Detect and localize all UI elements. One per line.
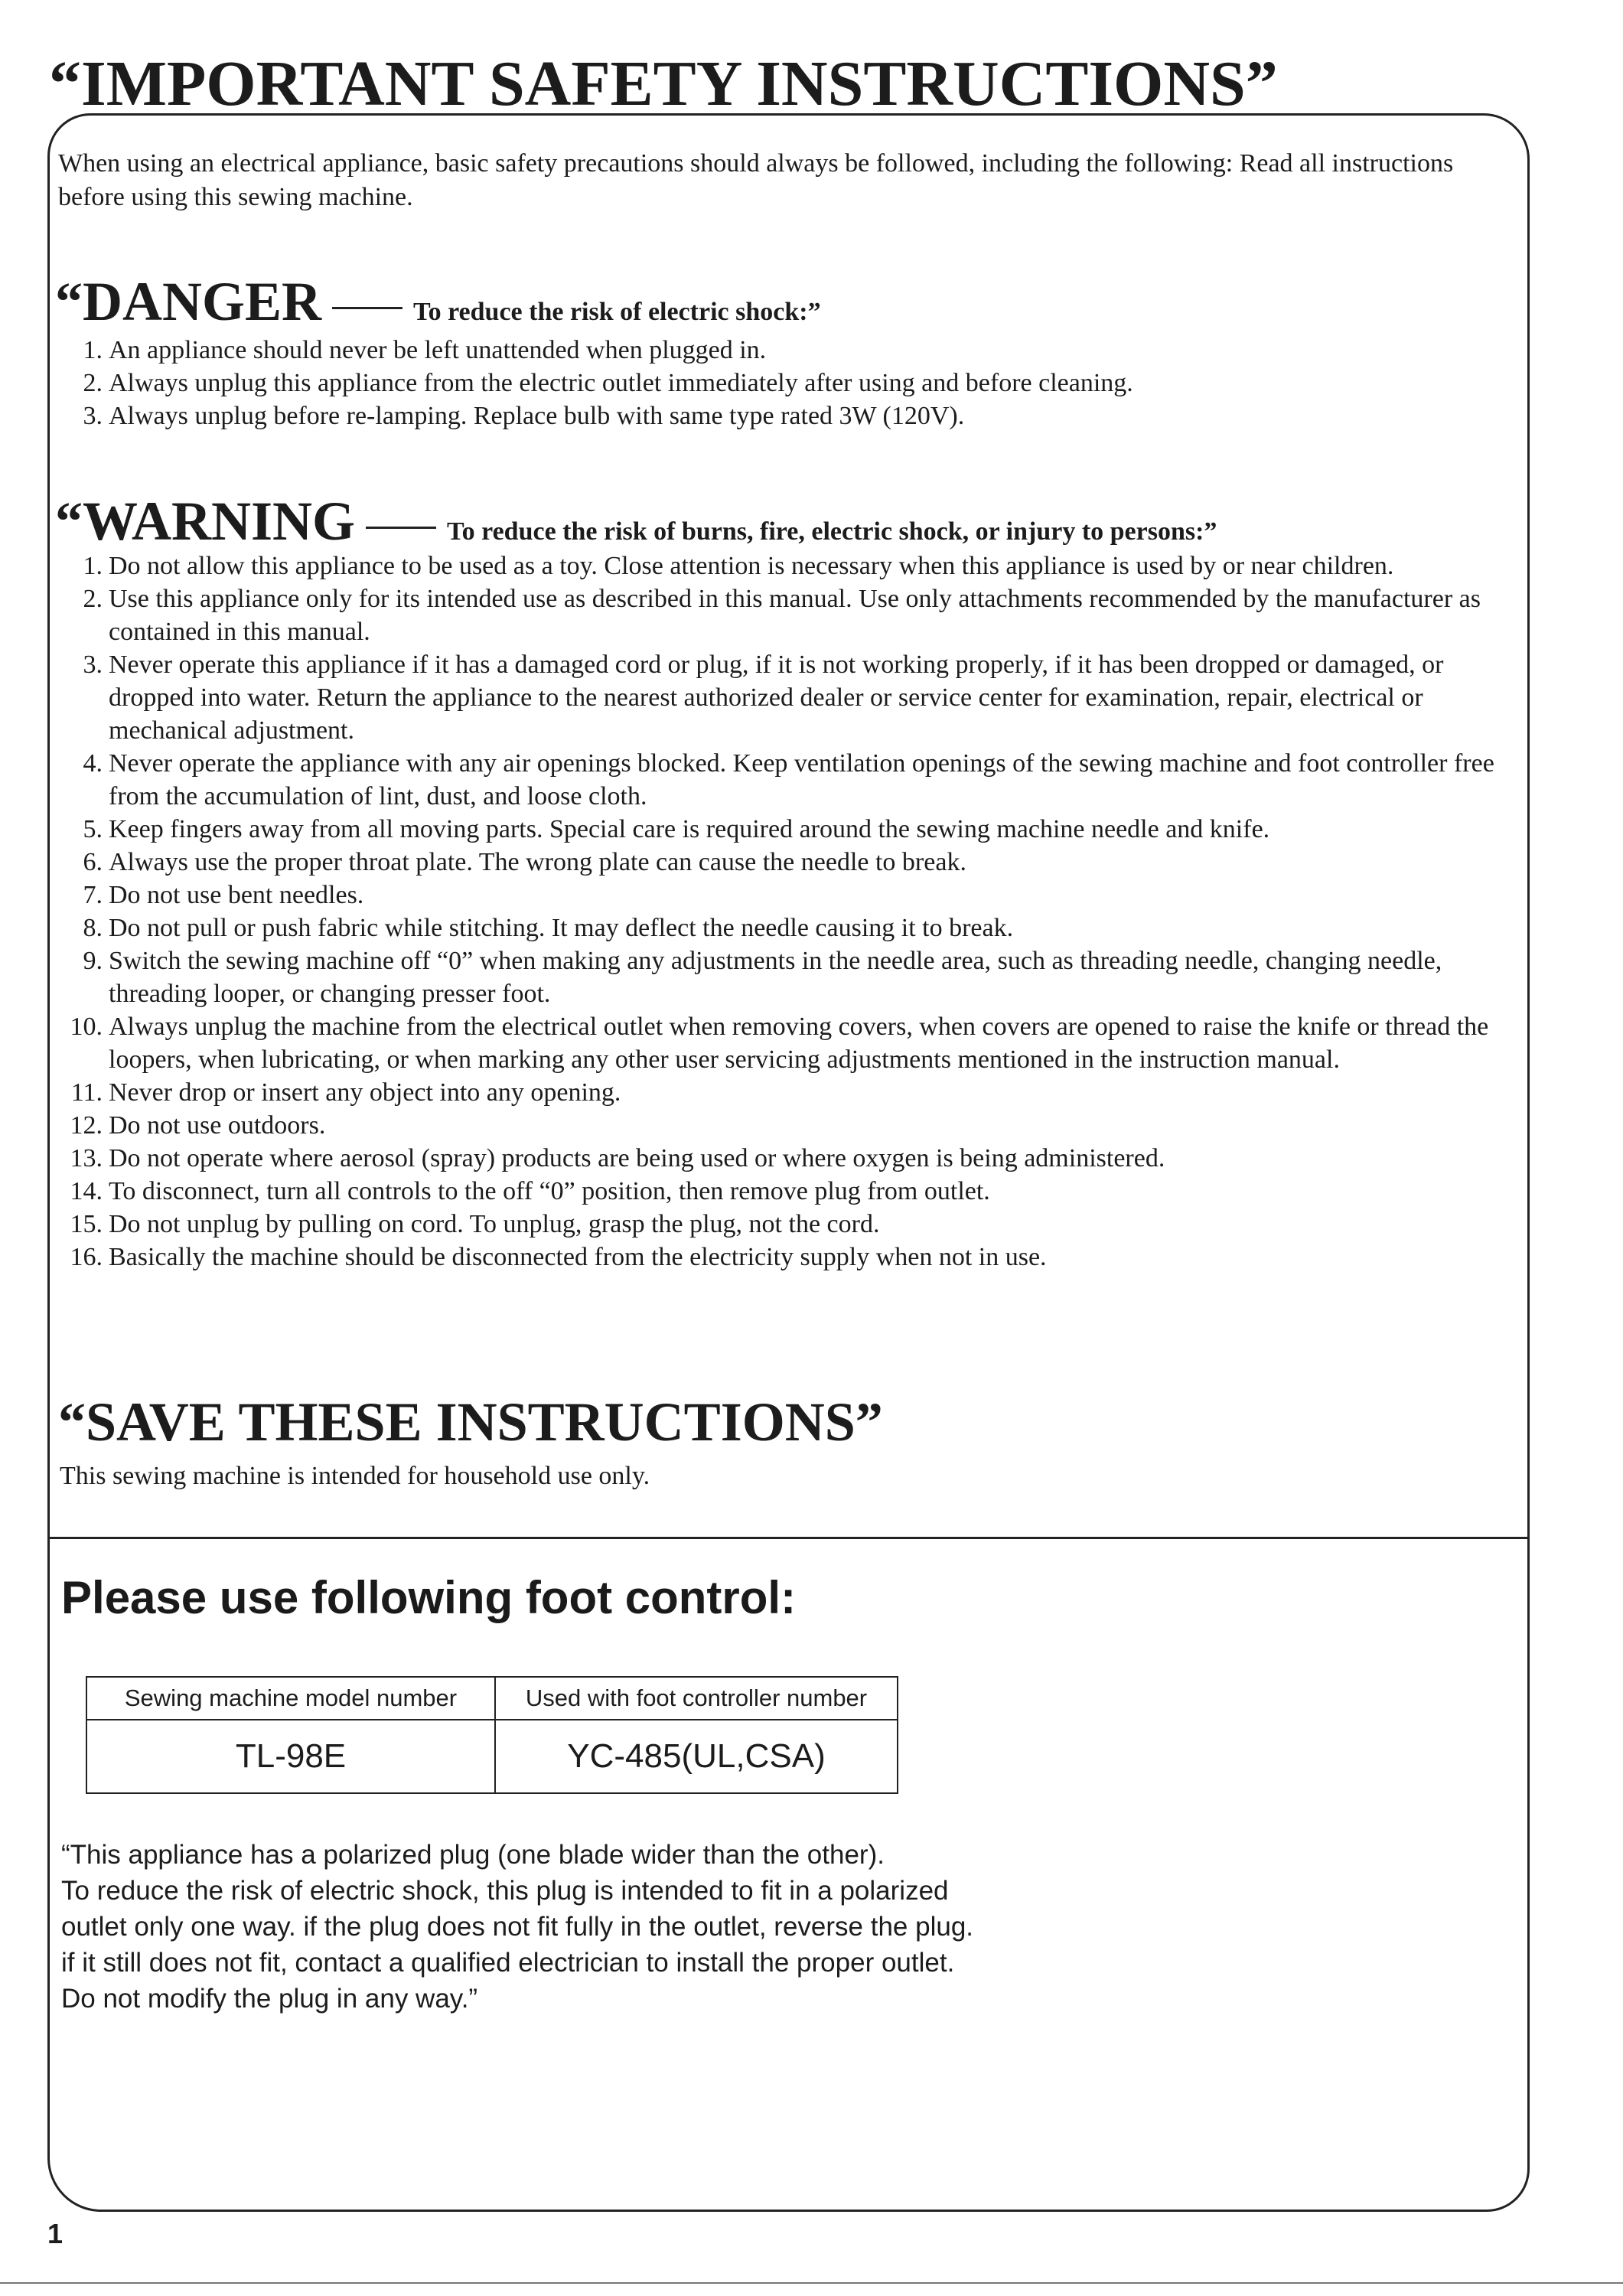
list-item [55,879,1509,912]
warning-heading [55,491,1217,552]
list-item [55,912,1509,944]
table-header-model: Sewing machine model number [86,1677,495,1720]
bottom-rule [0,2282,1623,2284]
list-item-number: 1. [83,336,103,364]
warning-subtitle: To reduce the risk of burns, fire, electric shock, or injury to persons:” [447,517,1217,546]
list-item [55,1142,1509,1175]
list-item-number: 2. [83,585,103,613]
list-item [55,813,1509,846]
danger-subtitle: To reduce the risk of electric shock:” [413,298,821,326]
danger-heading [55,271,821,332]
list-item-number: 15. [70,1210,103,1238]
polarized-line: Do not modify the plug in any way.” [61,1984,478,2014]
list-item-text: Always use the proper throat plate. The wrong plate can cause the needle to break. [109,848,966,876]
list-item-number: 4. [83,749,103,778]
page-number: 1 [47,2218,64,2249]
list-item-number: 12. [70,1111,103,1140]
list-item [55,1241,1509,1274]
danger-list [55,334,1509,432]
foot-control-title: Please use following foot control: [61,1572,797,1623]
list-item-number: 1. [83,552,103,580]
save-instructions-title: “SAVE THESE INSTRUCTIONS” [58,1391,883,1453]
list-item-text: An appliance should never be left unattended when plugged in. [109,336,767,364]
list-item-number: 13. [70,1144,103,1172]
list-item [55,846,1509,879]
list-item-text: Switch the sewing machine off “0” when making any adjustments in the needle area, such as threading needle, changing needle, threading looper, or changing presser foot. [109,947,1442,1008]
list-item [55,400,1509,432]
list-item-text: Never operate this appliance if it has a damaged cord or plug, if it is not working properly, if it has been dropped or damaged, or dropped into water. Return the appliance to the nearest authorized dealer or service center for examination, repair, electrical or mechanical adjustment. [109,651,1444,745]
table-header-controller: Used with foot controller number [495,1677,898,1720]
list-item-number: 6. [83,848,103,876]
list-item-text: Always unplug this appliance from the electric outlet immediately after using and before cleaning. [109,369,1133,397]
list-item [55,334,1509,367]
list-item [55,944,1509,1010]
list-item-text: Always unplug before re-lamping. Replace bulb with same type rated 3W (120V). [109,402,965,430]
list-item-number: 7. [83,881,103,909]
table-header-row [86,1677,898,1720]
list-item [55,1076,1509,1109]
polarized-plug-note [61,1837,1209,2017]
list-item-text: Basically the machine should be disconnected from the electricity supply when not in use. [109,1243,1047,1271]
list-item [55,1175,1509,1208]
list-item-text: Do not operate where aerosol (spray) products are being used or where oxygen is being administered. [109,1144,1165,1172]
polarized-line: if it still does not fit, contact a qualified electrician to install the proper outlet. [61,1948,955,1978]
list-item-text: Do not unplug by pulling on cord. To unplug, grasp the plug, not the cord. [109,1210,880,1238]
list-item-text: Never operate the appliance with any air openings blocked. Keep ventilation openings of the sewing machine and foot controller free from the accumulation of lint, dust, and loose cloth. [109,749,1494,810]
list-item-text: Always unplug the machine from the electrical outlet when removing covers, when covers are opened to raise the knife or thread the loopers, when lubricating, or when marking any other user servicing adjustments mentioned in the instruction manual. [109,1013,1489,1074]
list-item-number: 5. [83,815,103,843]
list-item [55,1109,1509,1142]
list-item-number: 16. [70,1243,103,1271]
list-item-text: Do not pull or push fabric while stitching. It may deflect the needle causing it to break. [109,914,1014,942]
list-item-number: 9. [83,947,103,975]
list-item-text: Do not use outdoors. [109,1111,326,1140]
table-cell-model: TL-98E [86,1720,495,1793]
household-use-note: This sewing machine is intended for household use only. [60,1462,650,1490]
polarized-line: To reduce the risk of electric shock, this plug is intended to fit in a polarized [61,1876,949,1906]
danger-title: “DANGER [55,271,322,332]
polarized-line: “This appliance has a polarized plug (one blade wider than the other). [61,1840,885,1870]
list-item [55,1208,1509,1241]
list-item-text: Keep fingers away from all moving parts. Special care is required around the sewing machine needle and knife. [109,815,1270,843]
list-item-text: Do not use bent needles. [109,881,364,909]
list-item-text: Use this appliance only for its intended use as described in this manual. Use only attachments recommended by the manufacturer as contained in this manual. [109,585,1481,646]
section-divider [47,1537,1530,1539]
list-item-text: Do not allow this appliance to be used as a toy. Close attention is necessary when this appliance is used by or near children. [109,552,1394,580]
list-item [55,582,1509,648]
list-item-text: Never drop or insert any object into any opening. [109,1078,621,1107]
warning-dash [366,527,436,529]
list-item [55,1010,1509,1076]
warning-title: “WARNING [55,491,356,552]
list-item [55,550,1509,582]
intro-paragraph: When using an electrical appliance, basic safety precautions should always be followed, including the following: Read all instructions before using this sewing machine. [58,149,1454,211]
list-item-text: To disconnect, turn all controls to the off “0” position, then remove plug from outlet. [109,1177,990,1205]
list-item-number: 3. [83,402,103,430]
foot-control-table [86,1676,898,1794]
list-item-number: 14. [70,1177,103,1205]
list-item [55,367,1509,400]
list-item-number: 3. [83,651,103,679]
polarized-line: outlet only one way. if the plug does not fit fully in the outlet, reverse the plug. [61,1912,974,1942]
table-cell-controller: YC-485(UL,CSA) [495,1720,898,1793]
list-item [55,747,1509,813]
list-item-number: 2. [83,369,103,397]
list-item-number: 10. [70,1013,103,1041]
warning-list [55,550,1509,1274]
page-title: “IMPORTANT SAFETY INSTRUCTIONS” [49,48,1278,119]
list-item-number: 8. [83,914,103,942]
table-row [86,1720,898,1793]
list-item [55,648,1509,747]
list-item-number: 11. [70,1078,103,1107]
danger-dash [332,307,402,309]
